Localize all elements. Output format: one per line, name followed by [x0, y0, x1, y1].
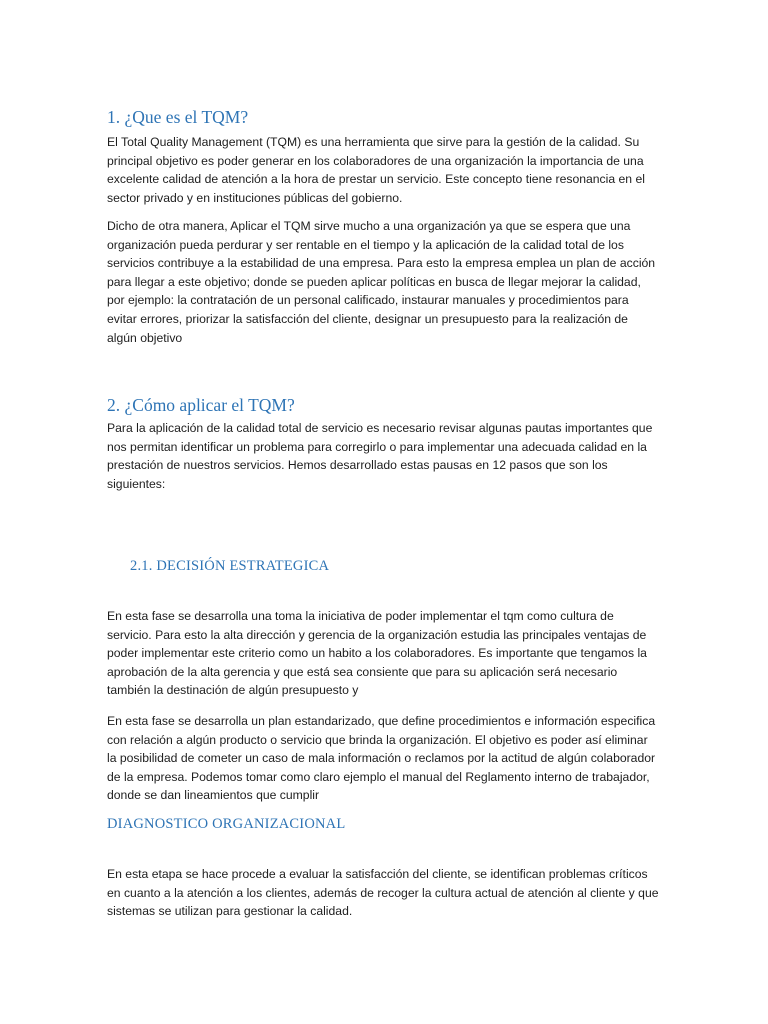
paragraph-tqm-purpose: Dicho de otra manera, Aplicar el TQM sirve mucho a una organización ya que se espera que una organización pueda perdurar y ser rentable en el tiempo y la aplicación de la calidad total de los servicios contribuye a la estabilidad de una empresa. Para esto la empresa emplea un plan de acción para llegar a este objetivo; donde se pueden aplicar políticas en busca de llegar mejorar la calidad, por ejemplo: la contratación de un personal calificado, instaurar manuales y procedimientos para evitar errores, priorizar la satisfacción del cliente, designar un presupuesto para la realización de algún objetivo: [107, 219, 656, 345]
heading-que-es-tqm: 1. ¿Que es el TQM?: [107, 107, 249, 127]
heading-como-aplicar-tqm: 2. ¿Cómo aplicar el TQM?: [107, 395, 295, 415]
paragraph-tqm-definition: El Total Quality Management (TQM) es una herramienta que sirve para la gestión de la calidad. Su principal objetivo es poder generar en los colaboradores de una organización la importancia de una excelente calidad de atención a la hora de prestar un servicio. Este concepto tiene resonancia en el sector privado y en instituciones públicas del gobierno.: [107, 135, 645, 205]
paragraph-diagnostico: En esta etapa se hace procede a evaluar la satisfacción del cliente, se identifican problemas críticos en cuanto a la atención a los clientes, además de recoger la cultura actual de atención al cliente y que sistemas se utilizan para gestionar la calidad.: [107, 867, 659, 919]
paragraph-decision-estrategica: En esta fase se desarrolla una toma la iniciativa de poder implementar el tqm como cultura de servicio. Para esto la alta dirección y gerencia de la organización estudia las principales ventajas de poder implementar este criterio como un habito a los colaboradores. Es importante que tengamos la aprobación de la alta gerencia y que está sea consiente que para su aplicación será necesario también la destinación de algún presupuesto y: [107, 609, 647, 698]
heading-decision-estrategica: 2.1. DECISIÓN ESTRATEGICA: [130, 558, 330, 574]
paragraph-plan-estandarizado: En esta fase se desarrolla un plan estandarizado, que define procedimientos e información especifica con relación a algún producto o servicio que brinda la organización. El objetivo es poder así eliminar la posibilidad de cometer un caso de mala información o reclamos por la actitud de algún colaborador de la empresa. Podemos tomar como claro ejemplo el manual del Reglamento interno de trabajador, donde se dan lineamientos que cumplir: [107, 714, 656, 803]
heading-diagnostico-organizacional: DIAGNOSTICO ORGANIZACIONAL: [107, 816, 346, 832]
paragraph-como-aplicar: Para la aplicación de la calidad total de servicio es necesario revisar algunas pautas importantes que nos permitan identificar un problema para corregirlo o para implementar una adecuada calidad en la prestación de nuestros servicios. Hemos desarrollado estas pausas en 12 pasos que son los siguientes:: [107, 421, 653, 491]
